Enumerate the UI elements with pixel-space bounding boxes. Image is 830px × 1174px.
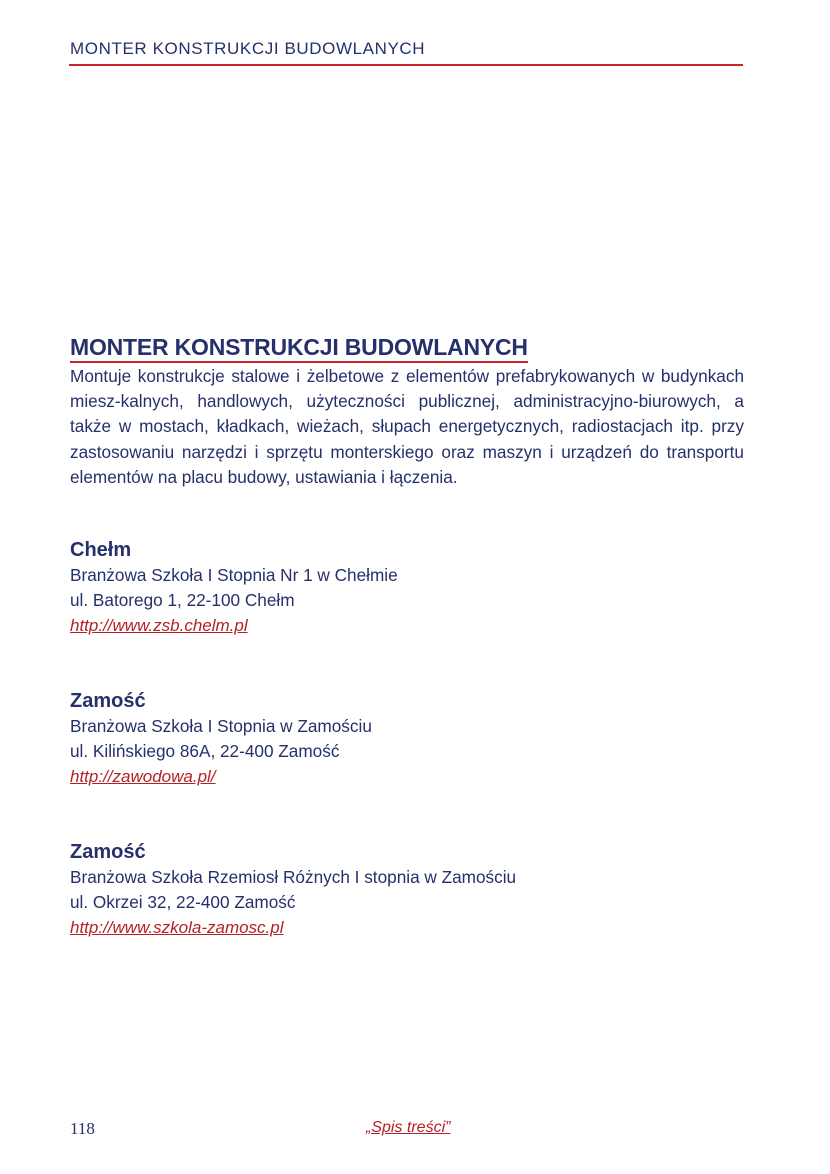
- school-website-link[interactable]: http://zawodowa.pl/: [70, 767, 216, 787]
- table-of-contents-link[interactable]: „Spis treści”: [366, 1119, 451, 1136]
- school-address: ul. Okrzei 32, 22-400 Zamość: [70, 892, 296, 913]
- school-name: Branżowa Szkoła Rzemiosł Różnych I stopnia w Zamościu: [70, 867, 517, 887]
- school-name: Branżowa Szkoła I Stopnia w Zamościu: [70, 716, 372, 736]
- school-address: ul. Batorego 1, 22-100 Chełm: [70, 590, 295, 611]
- school-address: ul. Kilińskiego 86A, 22-400 Zamość: [70, 741, 340, 762]
- school-entry: [70, 839, 670, 941]
- running-header: MONTER KONSTRUKCJI BUDOWLANYCH: [70, 39, 426, 58]
- school-entry: [70, 537, 670, 639]
- school-name: Branżowa Szkoła I Stopnia Nr 1 w Chełmie: [70, 565, 398, 585]
- section-title: MONTER KONSTRUKCJI BUDOWLANYCH: [70, 334, 528, 363]
- school-city: Chełm: [70, 539, 132, 561]
- occupation-description: Montuje konstrukcje stalowe i żelbetowe z elementów prefabrykowanych w budynkach miesz-kalnych, handlowych, użyteczności publicznej, administracyjno-biurowych, a także w mostach, kładkach, wieżach, słupach energetycznych, radiostacjach itp. przy zastosowaniu narzędzi i sprzętu monterskiego oraz maszyn i urządzeń do transportu elementów na placu budowy, ustawiania i łączenia.: [70, 366, 744, 487]
- page-number: 118: [70, 1119, 95, 1138]
- school-city: Zamość: [70, 690, 146, 712]
- header-divider: [69, 64, 743, 66]
- school-website-link[interactable]: http://www.zsb.chelm.pl: [70, 616, 248, 636]
- school-entry: [70, 688, 670, 790]
- school-website-link[interactable]: http://www.szkola-zamosc.pl: [70, 918, 284, 938]
- school-city: Zamość: [70, 841, 146, 863]
